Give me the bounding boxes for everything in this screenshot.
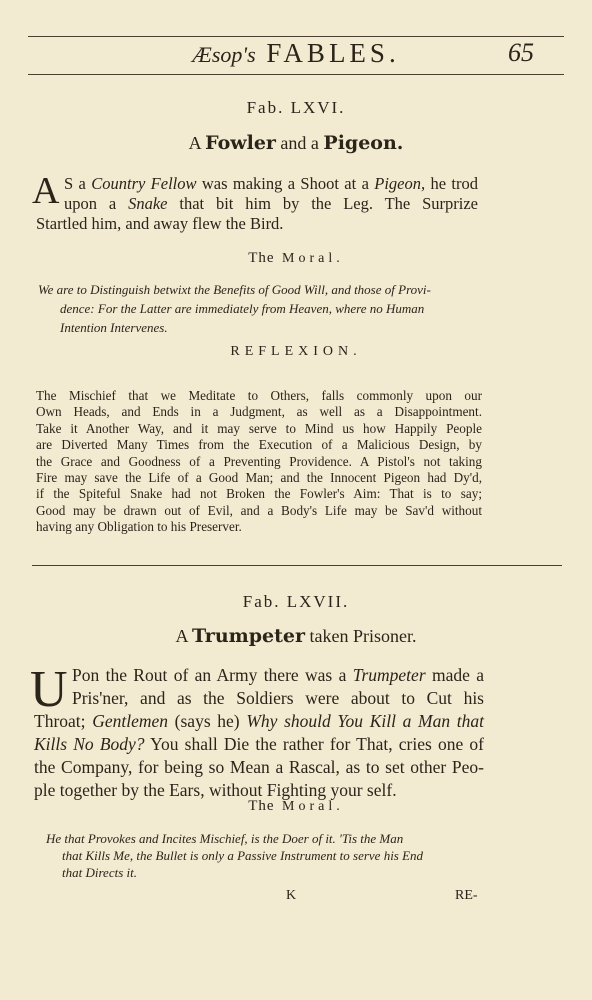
reflexion-heading: REFLEXION. <box>230 344 362 359</box>
moral1-heading <box>0 250 592 267</box>
reflexion-line-9: having any Obligation to his Preserver. <box>36 519 242 535</box>
fable1-heading-prefix: Fab. <box>246 98 285 117</box>
moral2-heading-the: The <box>248 798 275 814</box>
reflexion-line-3: Take it Another Way, and it may serve to Mind us how Happily People <box>36 420 482 436</box>
fable1-title-pigeon: Pigeon. <box>323 132 404 154</box>
fable2-line-2: Pris'ner, and as the Soldiers were about to Cut his <box>72 688 484 708</box>
reflexion-line-1: The Mischief that we Meditate to Others, falls commonly upon our <box>36 388 482 403</box>
reflexion-line-4: are Diverted Many Times from the Execution of a Malicious Design, by <box>36 437 482 453</box>
fable2-line-3: Throat; Gentlemen (says he) Why should You Kill a Man that <box>34 711 485 731</box>
fable1-title-and: and a <box>280 133 319 153</box>
fable2-title <box>0 625 592 647</box>
running-title-caps: FABLES. <box>266 38 400 68</box>
fable2-dropcap: U <box>30 661 68 718</box>
signature-mark: K <box>286 888 297 903</box>
header-top-rule <box>28 36 564 37</box>
fable2-line-5: the Company, for being so Mean a Rascal, as to set other Peo- <box>34 757 484 777</box>
moral1-heading-word: Moral. <box>282 251 344 266</box>
header-bottom-rule <box>28 74 564 75</box>
fable1-text <box>64 174 478 214</box>
fable1-text-cont <box>36 214 478 233</box>
fable1-heading-number: LXVI. <box>290 98 346 117</box>
catchword: RE- <box>455 888 478 903</box>
moral2-line-2: that Kills Me, the Bullet is only a Passive Instrument to serve his End <box>62 848 424 863</box>
section-divider <box>32 565 562 566</box>
fable2-line-4: Kills No Body? You shall Die the rather for That, cries one of <box>34 734 484 754</box>
moral2-heading-word: Moral. <box>282 799 344 814</box>
fable2-line-1: Pon the Rout of an Army there was a Trumpeter made a <box>72 665 485 685</box>
running-title-italic: Æsop's <box>192 42 256 67</box>
fable1-line-1: S a Country Fellow was making a Shoot at a Pigeon, he trod <box>64 174 479 193</box>
fable1-dropcap: A <box>32 170 60 212</box>
reflexion-text <box>36 388 482 536</box>
moral2-line-1: He that Provokes and Incites Mischief, is the Doer of it. 'Tis the Man <box>46 831 404 846</box>
fable1-title-fowler: Fowler <box>205 132 276 154</box>
moral1-text <box>38 280 482 337</box>
moral1-line-3: Intention Intervenes. <box>60 320 168 335</box>
running-title <box>0 38 592 69</box>
fable2-line-6: ple together by the Ears, without Fighting your self. <box>34 780 397 800</box>
fable2-title-a: A <box>175 626 188 646</box>
fable2-heading-prefix: Fab. <box>242 592 281 611</box>
fable2-title-trumpeter: Trumpeter <box>192 625 305 647</box>
moral2-line-3: that Directs it. <box>62 865 137 880</box>
fable1-line-2: upon a Snake that bit him by the Leg. The Surprize <box>64 194 478 213</box>
page-number: 65 <box>508 38 534 67</box>
reflexion-line-2: Own Heads, and Ends in a Judgment, as well as a Disappointment. <box>36 404 482 420</box>
fable2-text <box>72 664 484 710</box>
running-header <box>0 38 592 74</box>
fable2-heading-number: LXVII. <box>286 592 350 611</box>
reflexion-line-7: if the Spiteful Snake had not Broken the Fowler's Aim: That is to say; <box>36 486 482 502</box>
moral1-heading-the: The <box>248 250 275 266</box>
fable1-heading <box>0 98 592 118</box>
moral1-line-1: We are to Distinguish betwixt the Benefits of Good Will, and those of Provi- <box>38 282 431 297</box>
moral2-heading <box>0 798 592 815</box>
fable2-title-rest: taken Prisoner. <box>309 626 417 646</box>
fable1-title <box>0 132 592 154</box>
fable2-text-cont <box>34 710 484 802</box>
reflexion-line-6: Fire may save the Life of a Good Man; and the Innocent Pigeon had Dy'd, <box>36 470 482 486</box>
fable1-title-a: A <box>188 133 201 153</box>
fable1-line-3: Startled him, and away flew the Bird. <box>36 214 284 233</box>
fable2-heading <box>0 592 592 612</box>
moral1-line-2: dence: For the Latter are immediately from Heaven, where no Human <box>60 301 425 316</box>
moral2-text <box>46 830 486 881</box>
reflexion-line-5: the Grace and Goodness of a Preventing Providence. A Pistol's not taking <box>36 453 482 469</box>
reflexion-line-8: Good may be drawn out of Evil, and a Body's Life may be Sav'd without <box>36 502 482 518</box>
